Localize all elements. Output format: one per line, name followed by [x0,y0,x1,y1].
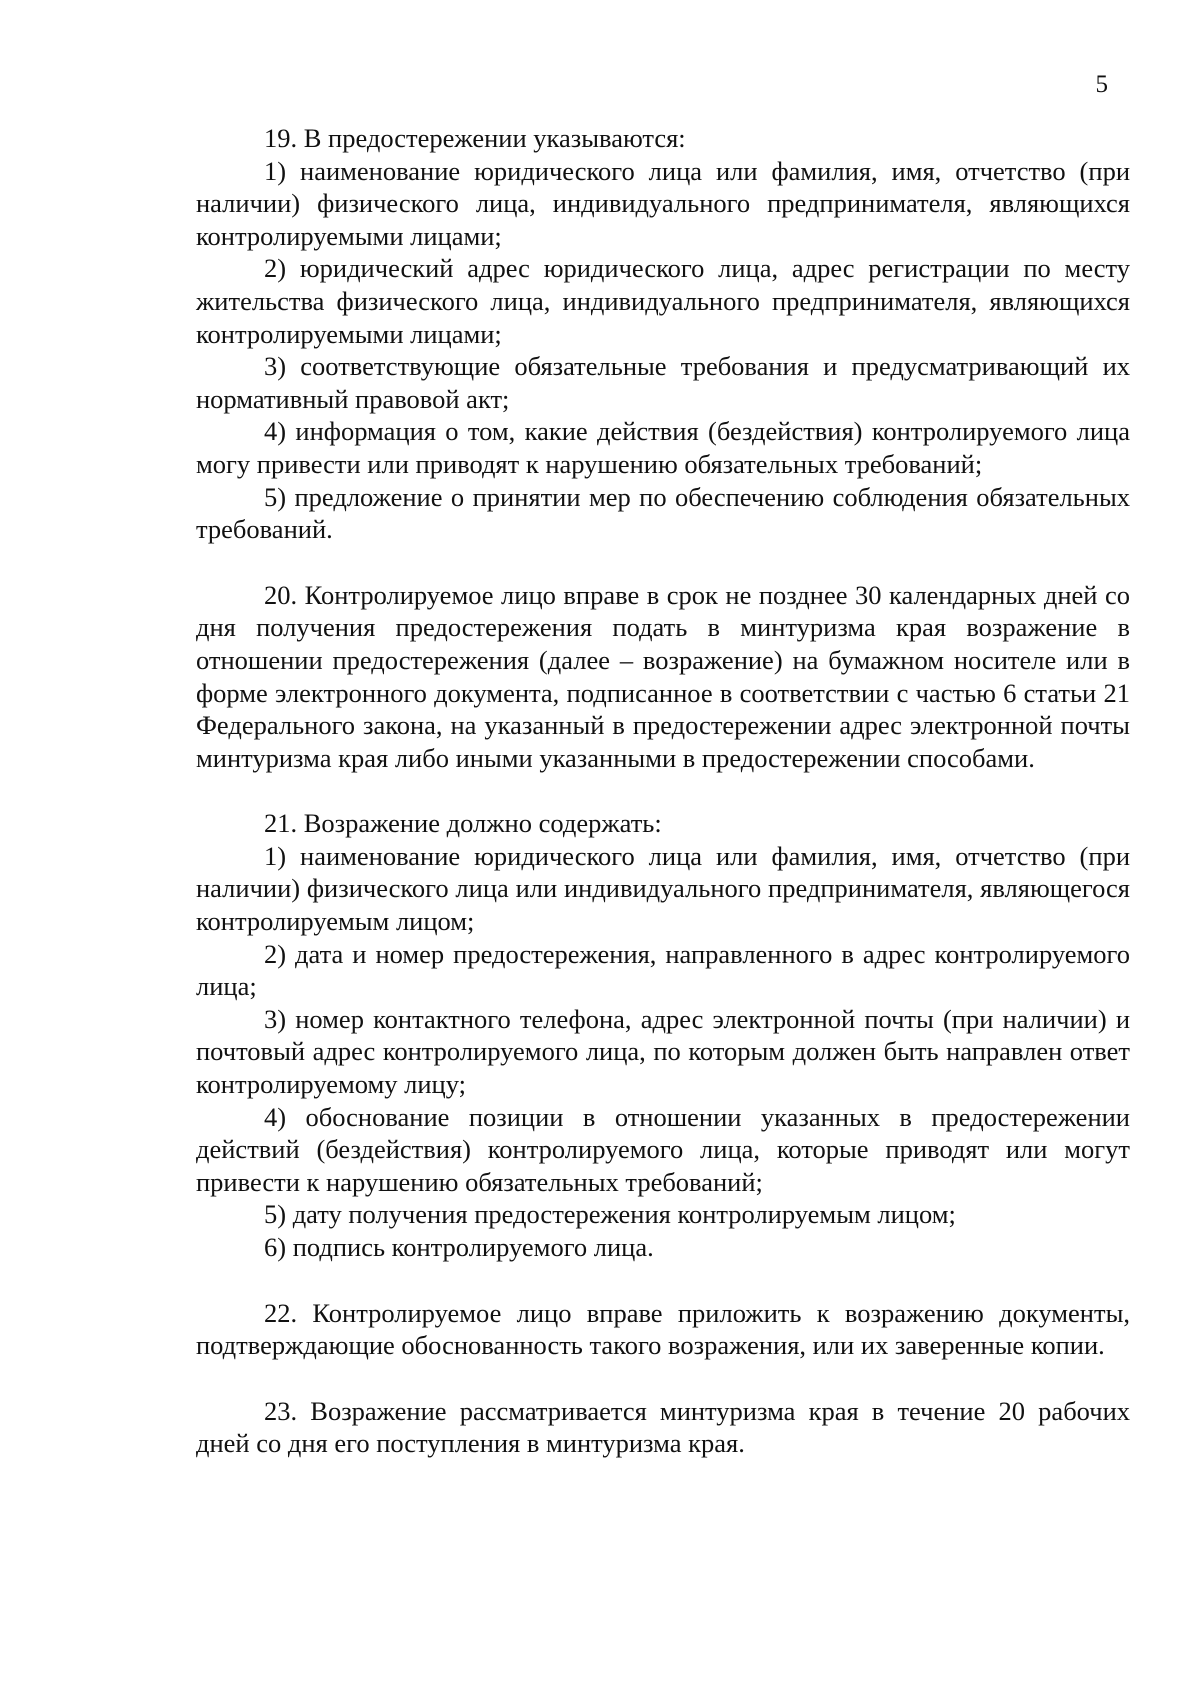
section-19-heading: 19. В предостережении указываются: [264,123,686,153]
page-number: 5 [1095,71,1108,98]
document-body [196,122,1130,1460]
section-19-item-4: 4) информация о том, какие действия (бездействия) контролируемого лица могу привести или приводят к нарушению обязательных требований; [196,416,1130,479]
section-21-item-5: 5) дату получения предостережения контролируемым лицом; [264,1199,956,1230]
section-21-item-2: 2) дата и номер предостережения, направленного в адрес контролируемого лица; [196,938,1130,1002]
section-21-item-3: 3) номер контактного телефона, адрес электронной почты (при наличии) и почтовый адрес контролируемого лица, по которым должен быть направлен ответ контролируемому лицу; [196,1003,1130,1100]
section-22-paragraph: 22. Контролируемое лицо вправе приложить к возражению документы, подтверждающие обоснованность такого возражения, или их заверенные копии. [196,1297,1130,1361]
section-21-item-1: 1) наименование юридического лица или фамилия, имя, отчетство (при наличии) физического лица или индивидуального предпринимателя, являющегося контролируемым лицом; [196,840,1130,937]
section-21-heading: 21. Возражение должно содержать: [264,808,662,839]
section-19-item-2: 2) юридический адрес юридического лица, адрес регистрации по месту жительства физического лица, индивидуального предпринимателя, являющихся контролируемыми лицами; [196,253,1130,349]
section-21-item-6: 6) подпись контролируемого лица. [264,1232,654,1262]
section-23-paragraph: 23. Возражение рассматривается минтуризма края в течение 20 рабочих дней со дня его поступления в минтуризма края. [196,1395,1130,1459]
section-19-item-3: 3) соответствующие обязательные требования и предусматривающий их нормативный правовой акт; [196,351,1130,414]
section-19-item-5: 5) предложение о принятии мер по обеспечению соблюдения обязательных требований. [196,481,1130,545]
section-20-paragraph: 20. Контролируемое лицо вправе в срок не позднее 30 календарных дней со дня получения предостережения подать в минтуризма края возражение в отношении предостережения (далее – возражение) на бумажном носителе или в форме электронного документа, подписанное в соответствии с частью 6 статьи 21 Федерального закона, на указанный в предостережении адрес электронной почты минтуризма края либо иными указанными в предостережении способами. [196,579,1130,773]
section-19-item-1: 1) наименование юридического лица или фамилия, имя, отчетство (при наличии) физического лица, индивидуального предпринимателя, являющихся контролируемыми лицами; [196,155,1130,251]
section-21-item-4: 4) обоснование позиции в отношении указанных в предостережении действий (бездействия) контролируемого лица, которые приводят или могут привести к нарушению обязательных требований; [196,1101,1130,1197]
